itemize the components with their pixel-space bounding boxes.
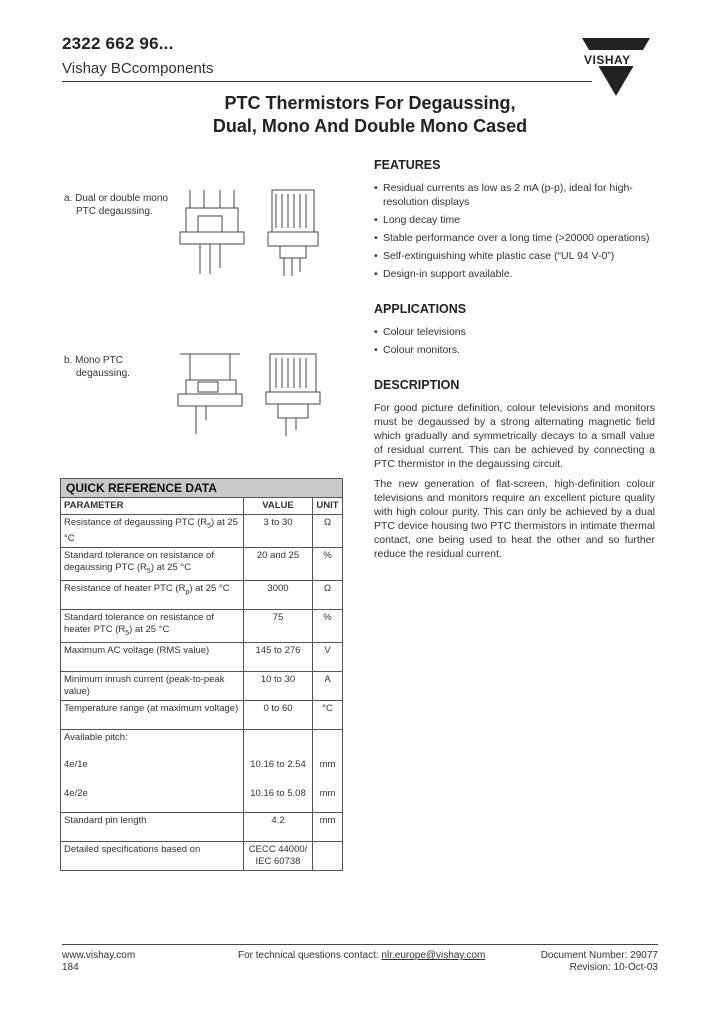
title-line-1: PTC Thermistors For Degaussing,: [224, 93, 516, 113]
table-row: [61, 700, 343, 729]
table-row: [61, 812, 343, 841]
footer-document-number: Document Number: 29077: [540, 950, 658, 961]
cell-value: 3 to 30: [244, 515, 313, 548]
description-heading: DESCRIPTION: [374, 378, 460, 392]
pitch-label-4e2e: 4e/2e: [64, 787, 88, 799]
pin-length-value: 4.2: [244, 812, 313, 841]
title-line-2: Dual, Mono And Double Mono Cased: [212, 116, 528, 136]
list-item: • Colour televisions: [374, 325, 658, 339]
cell-value: 145 to 276: [244, 642, 313, 671]
column-header-parameter: PARAMETER: [61, 498, 244, 515]
header-divider: [62, 81, 592, 82]
applications-list: [374, 325, 658, 357]
cell-param: Maximum AC voltage (RMS value): [61, 642, 244, 671]
footer-page-number: 184: [62, 962, 79, 973]
figure-a-label-line2: PTC degaussing.: [76, 206, 153, 217]
cell-param-suffix: ) at 25 °C: [129, 623, 170, 635]
list-item: • Stable performance over a long time (>20000 operations): [374, 231, 658, 245]
cell-param-suffix: ) at 25 °C: [189, 582, 230, 594]
cell-param: Minimum inrush current (peak-to-peak value): [61, 671, 244, 700]
cell-value: 3000: [244, 580, 313, 609]
footer-contact: [238, 950, 485, 962]
figure-a-label-line1: a. Dual or double mono: [64, 193, 168, 204]
cell-unit: Ω: [313, 580, 343, 609]
table-row: [61, 642, 343, 671]
company-name: Vishay BCcomponents: [62, 60, 214, 77]
column-header-unit: UNIT: [313, 498, 343, 515]
features-list: [374, 181, 658, 281]
features-section: [374, 158, 658, 285]
table-row: [61, 671, 343, 700]
page-title: [160, 92, 580, 138]
applications-heading: APPLICATIONS: [374, 302, 467, 316]
spec-value-line1: CECC 44000/: [248, 843, 308, 855]
spec-value-line2: IEC 60738: [255, 855, 301, 867]
description-paragraph-2: The new generation of flat-screen, high-definition colour televisions and monitors require an excellent picture quality with high colour purity. This can only be achieved by a dual PTC device housing two PTC thermistors in intimate thermal contact, one being used to heat the other and so further reduce the residual current.: [374, 478, 655, 560]
footer-contact-email[interactable]: nlr.europe@vishay.com: [381, 950, 486, 961]
cell-param-sub: 5: [146, 567, 151, 575]
cell-unit: %: [313, 609, 343, 642]
cell-param: Resistance of heater PTC (R: [64, 582, 186, 594]
table-title: QUICK REFERENCE DATA: [61, 479, 343, 498]
table-row: [61, 609, 343, 642]
cell-unit: V: [313, 642, 343, 671]
cell-param-suffix: ) at 25 °C: [150, 561, 192, 573]
cell-unit: °C: [313, 700, 343, 729]
cell-param-sub: 5: [207, 522, 211, 530]
figure-b-label-line2: degaussing.: [76, 368, 130, 379]
cell-param: Standard tolerance on resistance of degaussing PTC (R: [64, 549, 214, 573]
spec-label: Detailed specifications based on: [61, 841, 244, 870]
pitch-unit-4e2e: mm: [319, 787, 336, 799]
cell-param-sub: 5: [125, 629, 130, 637]
table-row: [61, 515, 343, 548]
pitch-value-4e1e: 10.16 to 2.54: [250, 758, 306, 770]
table-row: [61, 841, 343, 870]
figure-a-label: [64, 192, 168, 218]
cell-unit: %: [313, 547, 343, 580]
table-row: [61, 729, 343, 812]
pitch-label: Available pitch:: [64, 731, 128, 743]
figure-b-label: [64, 354, 130, 380]
cell-value: 75: [244, 609, 313, 642]
description-paragraph-1: For good picture definition, colour televisions and monitors must be degaussed by a strong alternating magnetic field which gradually and symmetrically decays to a small value of residual current. This can be achieved by connecting a PTC thermistor in the degaussing circuit.: [374, 402, 655, 470]
cell-value: 0 to 60: [244, 700, 313, 729]
footer-website[interactable]: www.vishay.com: [62, 950, 136, 961]
footer-right: [541, 950, 658, 974]
cell-param: Resistance of degaussing PTC (R: [64, 517, 208, 528]
cell-unit: Ω: [313, 515, 343, 548]
logo-text: VISHAY: [584, 53, 631, 67]
footer-contact-prefix: For technical questions contact:: [238, 950, 379, 961]
figure-a-drawing: [176, 188, 326, 280]
pitch-unit-4e1e: mm: [319, 758, 336, 770]
pitch-value-4e2e: 10.16 to 5.08: [250, 787, 306, 799]
quick-reference-table: [60, 478, 343, 871]
features-heading: FEATURES: [374, 158, 441, 172]
list-item: • Design-in support available.: [374, 267, 658, 281]
list-item: • Long decay time: [374, 213, 658, 227]
footer-revision: Revision: 10-Oct-03: [569, 962, 658, 973]
cell-param: Temperature range (at maximum voltage): [61, 700, 244, 729]
column-header-value: VALUE: [244, 498, 313, 515]
list-item: • Residual currents as low as 2 mA (p-p), ideal for high-resolution displays: [374, 181, 658, 209]
table-row: [61, 547, 343, 580]
cell-value: 20 and 25: [244, 547, 313, 580]
applications-section: [374, 302, 658, 361]
description-section: [374, 378, 655, 561]
pin-length-unit: mm: [313, 812, 343, 841]
figure-b-label-line1: b. Mono PTC: [64, 355, 123, 366]
cell-value: 10 to 30: [244, 671, 313, 700]
pitch-label-4e1e: 4e/1e: [64, 758, 88, 770]
cell-param: Standard tolerance on resistance of heater PTC (R: [64, 611, 214, 635]
pin-length-label: Standard pin length: [61, 812, 244, 841]
table-row: [61, 580, 343, 609]
cell-unit: A: [313, 671, 343, 700]
footer-left: [62, 950, 135, 974]
part-number: 2322 662 96...: [62, 34, 174, 53]
footer-divider: [62, 944, 658, 945]
figure-b-drawing: [176, 350, 326, 440]
list-item: • Colour monitors.: [374, 343, 658, 357]
cell-param-suffix: ) at 25 °C: [64, 517, 238, 544]
list-item: • Self-extinguishing white plastic case (“UL 94 V-0”): [374, 249, 658, 263]
cell-param-sub: p: [185, 588, 190, 596]
